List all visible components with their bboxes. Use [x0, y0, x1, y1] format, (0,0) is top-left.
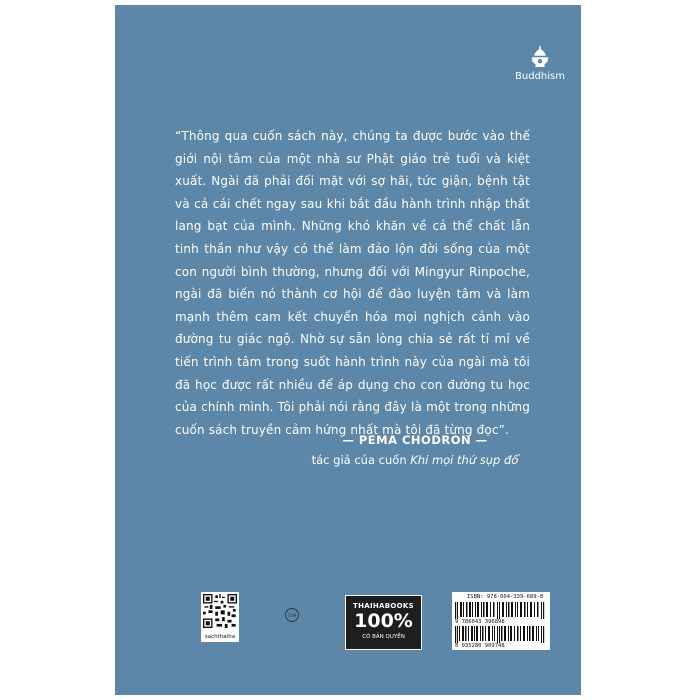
- barcode-block: [452, 592, 550, 650]
- product-barcode: [455, 626, 547, 643]
- qr-code-icon: [203, 594, 237, 628]
- badge-percent: 100%: [354, 610, 413, 632]
- tem-label: TEM: [287, 612, 297, 618]
- barcode-number-2: 8 935280 909748: [455, 643, 505, 649]
- publisher-logo: [515, 45, 565, 82]
- isbn-text: ISBN: 978-604-339-689-8: [467, 594, 544, 600]
- book-back-cover: [115, 5, 581, 695]
- qr-code-block: [201, 592, 239, 642]
- quote-attribution: [265, 433, 565, 467]
- publisher-label: Buddhism: [515, 71, 565, 82]
- tem-stamp: [285, 608, 299, 622]
- isbn-barcode: [455, 602, 547, 619]
- barcode-number-1: 9 786043 396898: [455, 619, 505, 625]
- author-credit: [265, 453, 565, 467]
- credit-book-title: Khi mọi thứ sụp đổ: [410, 453, 519, 467]
- qr-label: sachthaiha: [204, 634, 236, 640]
- badge-brand: THAIHABOOKS: [353, 602, 414, 610]
- stupa-icon: [530, 45, 550, 69]
- endorsement-quote: “Thông qua cuốn sách này, chúng ta được bước vào thế giới nội tâm của một nhà sư Phật giáo trẻ tuổi và kiệt xuất. Ngài đã phải đối mặt với sợ hãi, tức giận, bệnh tật và cả cái chết ngay sau khi bắt đầu hành trình nhập thất lang bạt của mình. Những khó khăn về cả thể chất lẫn tinh thần như vậy có thể làm đảo lộn đời sống của một con người bình thường, nhưng đối với Mingyur Rinpoche, ngài đã biến nó thành cơ hội để đào luyện tâm và làm mạnh thêm cam kết chuyển hóa mọi nghịch cảnh vào đường tu giác ngộ. Nhờ sự sẵn lòng chia sẻ rất tỉ mỉ về tiến trình tâm trong suốt hành trình này của ngài mà tôi đã học được rất nhiều để áp dụng cho con đường tu học của chính mình. Tôi phải nói rằng đây là một trong những cuốn sách truyền cảm hứng nhất mà tôi đã từng đọc”.: [175, 129, 530, 437]
- copyright-badge: [345, 595, 422, 650]
- author-name: — PEMA CHODRON —: [342, 433, 488, 447]
- credit-prefix: tác giả của cuốn: [311, 453, 411, 467]
- badge-subtitle: CÓ BẢN QUYỀN: [362, 634, 405, 640]
